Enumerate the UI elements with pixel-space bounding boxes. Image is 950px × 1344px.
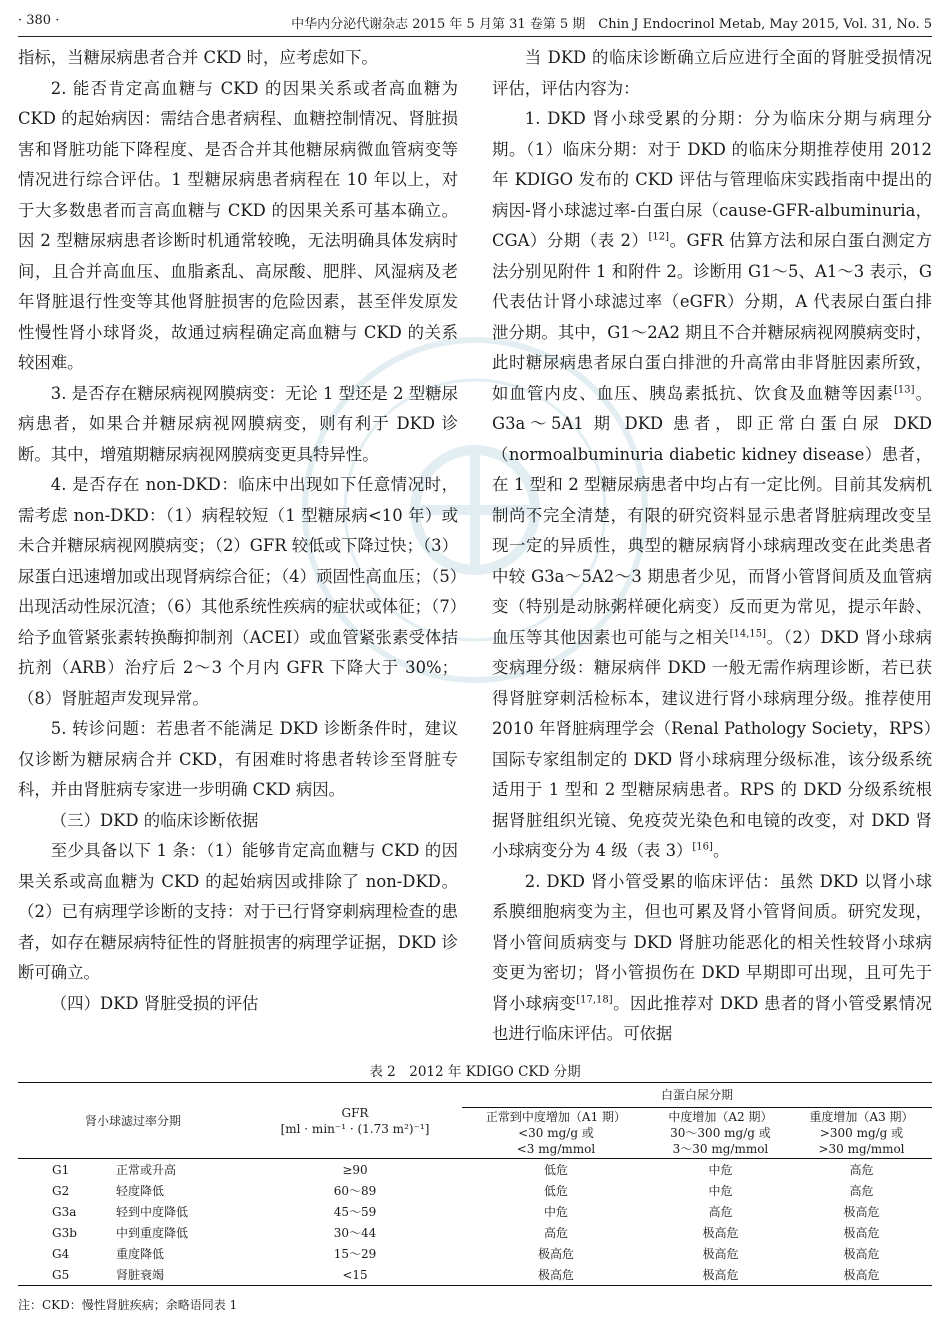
paragraph: 至少具备以下 1 条：（1）能够肯定高血糖与 CKD 的因果关系或高血糖为 CKD 的起始病因或排除了 non-DKD。（2）已有病理学诊断的支持：对于已行肾穿刺病理检查的患者，如存在糖尿病特征性的肾脏损害的病理学证据，DKD 诊断可确立。 xyxy=(18,841,458,982)
risk-cell: 中危 xyxy=(708,1183,733,1198)
desc-cell: 中到重度降低 xyxy=(116,1225,189,1240)
page-number: · 380 · xyxy=(18,13,60,28)
gfr-cell: 30～44 xyxy=(333,1225,377,1240)
stage-cell: G1 xyxy=(52,1162,70,1177)
a3-line: >300 mg/g 或 xyxy=(819,1126,904,1140)
risk-cell: 高危 xyxy=(849,1162,874,1177)
text-run: 。G3a～5A1 期 DKD 患者，即正常白蛋白尿 DKD（normoalbuminuria diabetic kidney disease）患者，在 1 型和 2 型糖尿病患者中均占有一定比例。目前其发病机制尚不完全清楚，有限的研究资料显示患者肾脏病理改变呈现一定的异质性，典型的糖尿病肾小球病理改变在此类患者中较 G3a～5A2～3 期患者少见，而肾小管肾间质及血管病变（特别是动脉粥样硬化病变）反而更为常见，提示年龄、血压等其他因素也可能与之相关 xyxy=(492,383,933,647)
right-column xyxy=(492,43,932,1050)
gfr-cell: 60～89 xyxy=(333,1183,377,1198)
citation-ref[interactable]: [13] xyxy=(894,384,915,396)
paragraph: 5. 转诊问题：若患者不能满足 DKD 诊断条件时，建议仅诊断为糖尿病合并 CKD，有困难时将患者转诊至肾脏专科，并由肾脏病专家进一步明确 CKD 病因。 xyxy=(18,719,458,799)
paragraph: 3. 是否存在糖尿病视网膜病变：无论 1 型还是 2 型糖尿病患者，如果合并糖尿病视网膜病变，则有利于 DKD 诊断。其中，增殖期糖尿病视网膜病变更具特异性。 xyxy=(18,383,458,464)
paragraph xyxy=(492,867,932,1050)
a1-line: <30 mg/g 或 xyxy=(518,1126,594,1140)
risk-cell: 高危 xyxy=(849,1183,874,1198)
risk-cell: 极高危 xyxy=(462,1264,650,1286)
running-header xyxy=(18,10,932,37)
text-run: 。GFR 估算方法和尿白蛋白测定方法分别见附件 1 和附件 2。诊断用 G1～5、A1～3 表示，G 代表估计肾小球滤过率（eGFR）分期，A 代表尿白蛋白排泄分期。其中，G1～2A2 期且不合并糖尿病视网膜病变时，此时糖尿病患者尿白蛋白排泄的升高常由非肾脏因素所致，如血管内皮、血压、胰岛素抵抗、饮食及血糖等因素 xyxy=(492,231,932,403)
table-row xyxy=(18,1222,932,1243)
section-heading: （四）DKD 肾脏受损的评估 xyxy=(50,993,259,1013)
a3-line: 重度增加（A3 期） xyxy=(809,1110,914,1124)
text-run: 。因此推荐对 DKD 患者的肾小管受累情况也进行临床评估。可依据 xyxy=(492,993,932,1043)
a3-line: >30 mg/mmol xyxy=(818,1142,905,1156)
a2-line: 3～30 mg/mmol xyxy=(672,1142,769,1156)
section-heading: （三）DKD 的临床诊断依据 xyxy=(50,810,259,830)
desc-cell: 重度降低 xyxy=(116,1246,165,1261)
risk-cell: 极高危 xyxy=(702,1225,739,1240)
text-run: 。（2）DKD 肾小球病变病理分级：糖尿病伴 DKD 一般无需作病理诊断，若已获得肾脏穿刺活检标本，建议进行肾小球病理分级。推荐使用 2010 年肾脏病理学会（Renal Pathology Society，RPS）国际专家组制定的 DKD 肾小球病理分级标准，该分级系统适用于 1 型和 2 型糖尿病患者。RPS 的 DKD 分级系统根据肾脏组织光镜、免疫荧光染色和电镜的改变，对 DKD 肾小球病变分为 4 级（表 3） xyxy=(492,627,933,860)
risk-cell: 极高危 xyxy=(537,1246,574,1261)
gfr-label: GFR xyxy=(341,1105,369,1120)
gfr-cell: ≥90 xyxy=(342,1162,368,1177)
text-run: 1. DKD 肾小球受累的分期：分为临床分期与病理分期。（1）临床分期：对于 DKD 的临床分期推荐使用 2012 年 KDIGO 发布的 CKD 评估与管理临床实践指南中提出的病因-肾小球滤过率-白蛋白尿（cause-GFR-albuminuria，CGA）分期（表 2） xyxy=(492,109,932,250)
stage-cell: G5 xyxy=(18,1264,114,1286)
gfr-cell: <15 xyxy=(248,1264,462,1286)
stage-cell: G3a xyxy=(52,1204,77,1219)
paragraph: 2. 能否肯定高血糖与 CKD 的因果关系或者高血糖为 CKD 的起始病因：需结合患者病程、血糖控制情况、肾脏损害和肾脏功能下降程度、是否合并其他糖尿病微血管病变等情况进行综合评估。1 型糖尿病患者病程在 10 年以上，对于大多数患者而言高血糖与 CKD 的因果关系可基本确立。因 2 型糖尿病患者诊断时机通常较晚，无法明确具体发病时间，且合并高血压、血脂紊乱、高尿酸、肥胖、风湿病及老年肾脏退行性变等其他肾脏损害的危险因素，甚至伴发原发性慢性肾小球肾炎，故通过病程确定高血糖与 CKD 的关系较困难。 xyxy=(18,78,458,372)
risk-cell: 极高危 xyxy=(650,1264,791,1286)
risk-cell: 极高危 xyxy=(702,1246,739,1261)
gfr-cell: 15～29 xyxy=(333,1246,377,1261)
risk-cell: 中危 xyxy=(543,1204,568,1219)
citation-ref[interactable]: [16] xyxy=(692,841,713,853)
a2-line: 中度增加（A2 期） xyxy=(668,1110,773,1124)
desc-cell: 轻到中度降低 xyxy=(116,1204,189,1219)
kdigo-table xyxy=(18,1082,932,1286)
risk-cell: 中危 xyxy=(708,1162,733,1177)
col-header-gfr-category: 肾小球滤过率分期 xyxy=(18,1083,248,1159)
risk-cell: 高危 xyxy=(543,1225,568,1240)
citation-ref[interactable]: [17,18] xyxy=(576,994,613,1006)
a2-line: 30～300 mg/g 或 xyxy=(670,1126,771,1140)
table-row xyxy=(18,1159,932,1181)
risk-cell: 高危 xyxy=(708,1204,733,1219)
stage-cell: G3b xyxy=(52,1225,77,1240)
citation-ref[interactable]: [12] xyxy=(648,231,670,243)
table-note: 注：CKD：慢性肾脏疾病；余略语同表 1 xyxy=(18,1298,238,1312)
risk-cell: 极高危 xyxy=(843,1225,880,1240)
table-row xyxy=(18,1180,932,1201)
table-title: 表 2 2012 年 KDIGO CKD 分期 xyxy=(369,1064,581,1080)
col-header-albuminuria: 白蛋白尿分期 xyxy=(462,1083,932,1108)
table-row xyxy=(18,1243,932,1264)
table-row xyxy=(18,1201,932,1222)
col-header-gfr xyxy=(248,1083,462,1159)
desc-cell: 轻度降低 xyxy=(116,1183,165,1198)
paragraph: 当 DKD 的临床诊断确立后应进行全面的肾脏受损情况评估，评估内容为： xyxy=(492,48,932,98)
a1-line: <3 mg/mmol xyxy=(516,1142,596,1156)
text-run: 2. DKD 肾小管受累的临床评估：虽然 DKD 以肾小球系膜细胞病变为主，但也可累及肾小管肾间质。研究发现，肾小管间质病变与 DKD 肾脏功能恶化的相关性较肾小球病变更为密切；肾小管损伤在 DKD 早期即可出现，且可先于肾小球病变 xyxy=(492,871,932,1013)
stage-cell: G4 xyxy=(52,1246,70,1261)
stage-cell: G2 xyxy=(52,1183,70,1198)
gfr-unit: [ml · min⁻¹ · (1.73 m²)⁻¹] xyxy=(280,1121,430,1136)
journal-citation: 中华内分泌代谢杂志 2015 年 5 月第 31 卷第 5 期 Chin J Endocrinol Metab, May 2015, Vol. 31, No. 5 xyxy=(291,17,932,32)
text-run: 。 xyxy=(712,841,730,860)
desc-cell: 正常或升高 xyxy=(116,1162,177,1177)
col-header-a3 xyxy=(791,1108,932,1159)
risk-cell: 极高危 xyxy=(843,1246,880,1261)
paragraph xyxy=(492,104,932,867)
risk-cell: 极高危 xyxy=(791,1264,932,1286)
paragraph: 指标，当糖尿病患者合并 CKD 时，应考虑如下。 xyxy=(18,48,378,67)
left-column xyxy=(18,43,458,1019)
paragraph: 4. 是否存在 non-DKD：临床中出现如下任意情况时，需考虑 non-DKD：（1）病程较短（1 型糖尿病<10 年）或未合并糖尿病视网膜病变；（2）GFR 较低或下降过快；（3）尿蛋白迅速增加或出现肾病综合征；（4）顽固性高血压；（5）出现活动性尿沉渣；（6）其他系统性疾病的症状或体征；（7）给予血管紧张素转换酶抑制剂（ACEI）或血管紧张素受体拮抗剂（ARB）治疗后 2～3 个月内 GFR 下降大于 30%；（8）肾脏超声发现异常。 xyxy=(18,475,458,708)
citation-ref[interactable]: [14,15] xyxy=(729,628,767,640)
desc-cell: 肾脏衰竭 xyxy=(114,1264,248,1286)
gfr-cell: 45～59 xyxy=(333,1204,377,1219)
table-row xyxy=(18,1264,932,1286)
col-header-a1 xyxy=(462,1108,650,1159)
a1-line: 正常到中度增加（A1 期） xyxy=(485,1110,627,1124)
risk-cell: 极高危 xyxy=(843,1204,880,1219)
risk-cell: 低危 xyxy=(543,1183,568,1198)
risk-cell: 低危 xyxy=(543,1162,568,1177)
col-header-a2 xyxy=(650,1108,791,1159)
